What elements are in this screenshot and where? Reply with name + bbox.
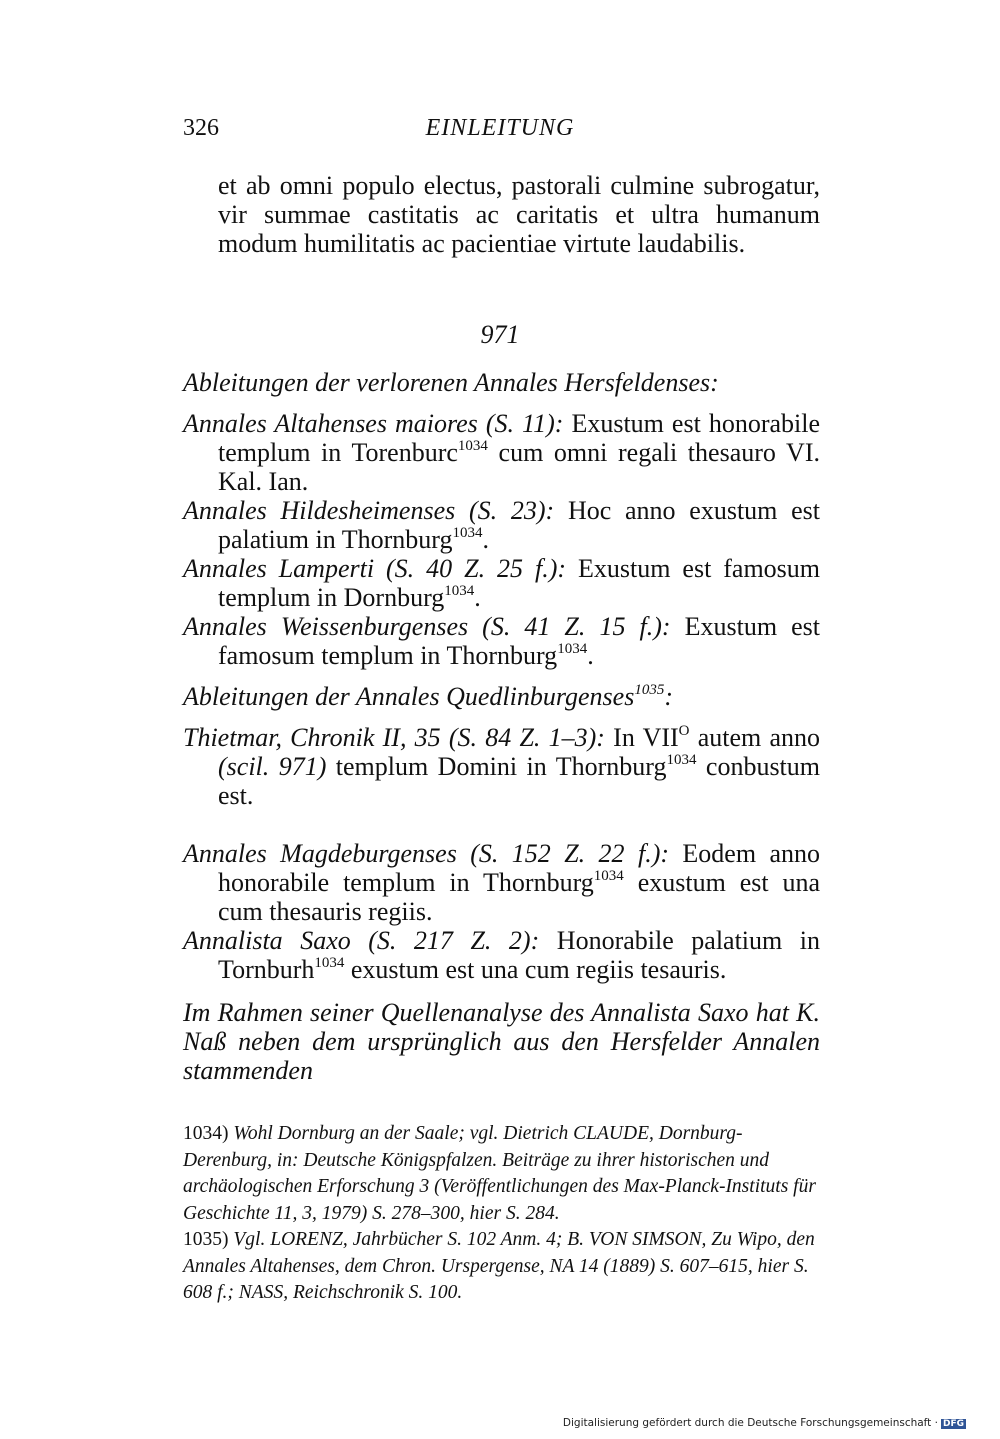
source-citation: Annales Weissenburgenses (S. 41 Z. 15 f.): bbox=[183, 612, 671, 641]
entry-tail: . bbox=[474, 583, 481, 612]
footnote-ref: 1034 bbox=[314, 955, 345, 971]
source-entry bbox=[183, 554, 820, 612]
footnote-ref: 1034 bbox=[444, 583, 475, 599]
entry-text: Eodem anno honorabile templum in Thornburg bbox=[218, 839, 821, 897]
source-entry bbox=[183, 496, 820, 554]
footnote-number: 1035) bbox=[183, 1229, 229, 1250]
running-title: EINLEITUNG bbox=[425, 115, 575, 141]
closing-paragraph: Im Rahmen seiner Quellenanalyse des Annalista Saxo hat K. Naß neben dem ursprünglich aus den Hersfelder Annalen stammenden bbox=[183, 998, 820, 1085]
main-body bbox=[183, 368, 820, 1085]
source-citation: Annales Lamperti (S. 40 Z. 25 f.): bbox=[183, 554, 567, 583]
footnote-text: Vgl. bbox=[233, 1229, 266, 1250]
author-name: NASS bbox=[238, 1282, 284, 1303]
source-citation: Annales Hildesheimenses (S. 23): bbox=[183, 496, 555, 525]
author-name: LORENZ bbox=[270, 1229, 343, 1250]
dfg-logo: DFG bbox=[942, 1419, 964, 1429]
continuation-paragraph: et ab omni populo electus, pastorali culmine subrogatur, vir summae castitatis ac caritatis et ultra humanum modum humilitatis ac pacientiae virtute laudabilis. bbox=[218, 171, 820, 258]
entry-tail: . bbox=[587, 641, 594, 670]
footnote-text: , Dornburg-Derenburg, in: Deutsche Königspfalzen. Beiträge zu ihrer historischen und archäologischen Erforschung 3 (Veröffentlichungen des Max-Planck-Instituts für Geschichte 11, 3, 1979) S. 278–300, hier S. 284. bbox=[183, 1123, 816, 1224]
entry-tail: conbustum est. bbox=[218, 752, 821, 810]
section-heading-quedlinburg bbox=[183, 682, 820, 711]
entry-text: In VII bbox=[613, 723, 679, 752]
page-number: 326 bbox=[183, 115, 219, 141]
source-entry-thietmar bbox=[183, 723, 820, 810]
footnote-ref: 1034 bbox=[457, 438, 488, 454]
footnote-text: , Zu Wipo, den Annales Altahenses, dem Chron. Urspergense, NA 14 (1889) S. 607–615, hier S. 608 f.; bbox=[183, 1229, 815, 1303]
footnote-text: Wohl Dornburg an der Saale; vgl. Dietrich bbox=[233, 1123, 569, 1144]
credit-text: Digitalisierung gefördert durch die Deutsche Forschungsgemeinschaft · bbox=[562, 1417, 938, 1429]
scil-note: (scil. 971) bbox=[218, 752, 327, 781]
digitization-credit bbox=[563, 1417, 966, 1429]
entry-text: Honorabile palatium in Tornburh bbox=[218, 926, 820, 984]
entry-text: autem anno bbox=[697, 723, 821, 752]
author-name: CLAUDE bbox=[573, 1123, 649, 1144]
section-heading-colon: : bbox=[664, 682, 673, 711]
entry-tail: cum omni regali thesauro VI. Kal. Ian. bbox=[218, 438, 820, 496]
footnote-text: , Reichschronik S. 100. bbox=[283, 1282, 463, 1303]
entry-tail: . bbox=[482, 525, 489, 554]
entry-tail: exustum est una cum thesauris regiis. bbox=[218, 868, 821, 926]
source-citation: Annales Magdeburgenses (S. 152 Z. 22 f.): bbox=[183, 839, 670, 868]
source-entry bbox=[183, 839, 820, 926]
author-name: VON SIMSON bbox=[588, 1229, 702, 1250]
source-citation: Annalista Saxo (S. 217 Z. 2): bbox=[183, 926, 540, 955]
footnote-ref: 1034 bbox=[593, 868, 624, 884]
entry-text: Exustum est famosum templum in Thornburg bbox=[218, 612, 820, 670]
section-heading-hersfeld: Ableitungen der verlorenen Annales Hersfeldenses: bbox=[183, 368, 719, 397]
footnote-ref: 1035 bbox=[634, 682, 665, 698]
footnote-ref: 1034 bbox=[452, 525, 483, 541]
entry-text: templum Domini in Thornburg bbox=[335, 752, 667, 781]
entry-tail: exustum est una cum regiis tesauris. bbox=[344, 955, 727, 984]
source-citation: Annales Altahenses maiores (S. 11): bbox=[183, 409, 564, 438]
footnote-number: 1034) bbox=[183, 1123, 229, 1144]
entry-text: Exustum est honorabile templum in Torenburc bbox=[218, 409, 821, 467]
source-entry bbox=[183, 409, 820, 496]
section-heading-text: Ableitungen der Annales Quedlinburgenses bbox=[183, 682, 635, 711]
entry-text: Exustum est famosum templum in Dornburg bbox=[218, 554, 821, 612]
footnote-ref: 1034 bbox=[557, 641, 588, 657]
superscript-o: O bbox=[678, 723, 690, 739]
footnote-text: , Jahrbücher S. 102 Anm. 4; B. bbox=[342, 1229, 585, 1250]
entry-text: Hoc anno exustum est palatium in Thornburg bbox=[218, 496, 821, 554]
footnote-1035 bbox=[183, 1227, 820, 1307]
footnote-ref: 1034 bbox=[666, 752, 697, 768]
source-citation: Thietmar, Chronik II, 35 (S. 84 Z. 1–3): bbox=[183, 723, 605, 752]
footnotes bbox=[183, 1121, 820, 1307]
source-entry bbox=[183, 612, 820, 670]
year-heading: 971 bbox=[480, 320, 520, 349]
footnote-1034 bbox=[183, 1121, 820, 1227]
source-entry bbox=[183, 926, 820, 984]
